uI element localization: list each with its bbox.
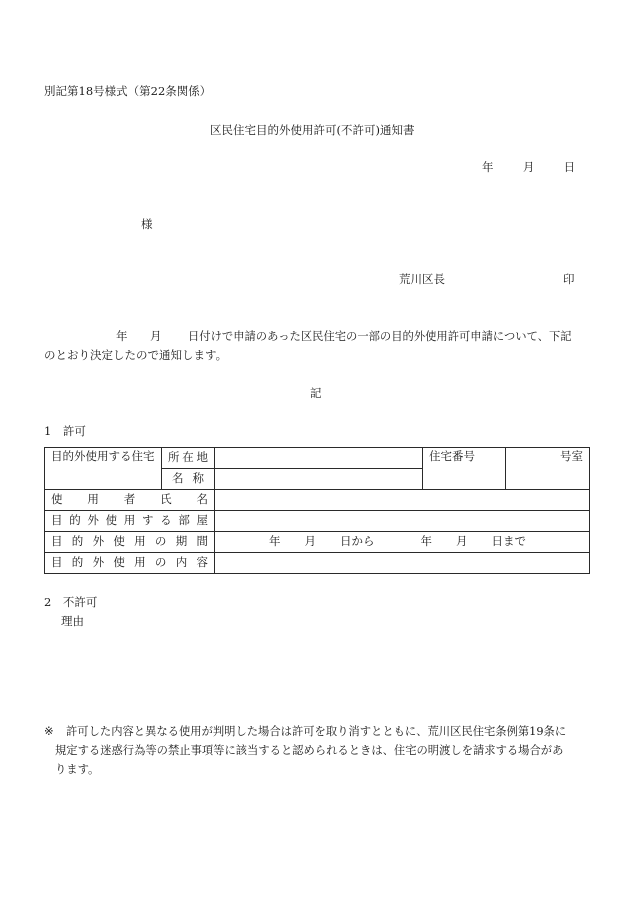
content-value-cell	[215, 553, 590, 574]
date-year: 年	[482, 160, 494, 174]
content-label-char: 内	[175, 555, 188, 570]
period-label-char: 期	[175, 534, 188, 549]
seal-mark: 印	[563, 272, 575, 286]
ki-heading: 記	[310, 386, 322, 400]
body-year: 年	[116, 329, 128, 343]
period-label-char: 的	[71, 534, 84, 549]
period-label-char: 間	[196, 534, 208, 549]
name-value-cell	[215, 469, 423, 490]
room-value-cell	[215, 511, 590, 532]
content-label-char: 用	[134, 555, 146, 570]
table-row	[45, 490, 590, 511]
content-label-char: 容	[196, 555, 208, 570]
period-from-year: 年	[269, 534, 281, 549]
period-from-month: 月	[304, 534, 316, 549]
location-value-cell	[215, 448, 423, 469]
room-label-char: 外	[87, 513, 99, 528]
recipient-suffix: 様	[141, 217, 153, 231]
table-row	[45, 553, 590, 574]
table-row	[45, 532, 590, 553]
content-label	[45, 553, 215, 574]
room-label-char: 屋	[196, 513, 208, 528]
user-label-char: 者	[123, 492, 136, 507]
content-label-char: の	[154, 555, 167, 570]
date-day: 日	[563, 160, 576, 174]
housing-label: 目的外使用する住宅	[45, 448, 162, 490]
content-label-char: 的	[71, 555, 84, 570]
period-label-char: 用	[134, 534, 146, 549]
room-suffix: 号室	[560, 449, 583, 463]
period-to-day: 日まで	[491, 534, 526, 549]
room-label	[45, 511, 215, 532]
content-label-char: 目	[51, 555, 63, 570]
room-label-char: 用	[123, 513, 136, 528]
room-label-char: す	[141, 513, 154, 528]
period-label-char: 外	[92, 534, 105, 549]
note-mark: ※	[44, 724, 54, 738]
table-row	[45, 511, 590, 532]
name-label-char: 名	[172, 471, 184, 486]
room-label-char: 使	[105, 513, 118, 528]
location-label-char: 在	[182, 450, 194, 465]
date-month: 月	[522, 160, 535, 174]
room-label-char: 的	[69, 513, 81, 528]
period-label	[45, 532, 215, 553]
room-label-char: 目	[51, 513, 63, 528]
permit-table	[44, 447, 590, 574]
name-label	[162, 469, 215, 490]
location-label-char: 所	[168, 450, 180, 465]
section-permit-label: 1 許可	[44, 424, 86, 438]
location-label	[162, 448, 215, 469]
note-line-1: 許可した内容と異なる使用が判明した場合は許可を取り消すとともに、荒川区民住宅条例第19条に	[66, 725, 567, 738]
body-month: 月	[150, 329, 162, 343]
period-to-month: 月	[456, 534, 468, 549]
user-label-char: 名	[196, 492, 208, 507]
issue-date	[482, 162, 575, 174]
room-label-char: る	[160, 513, 172, 528]
content-label-char: 使	[113, 555, 125, 570]
body-line-1: 日付けで申請のあった区民住宅の一部の目的外使用許可申請について、下記	[188, 330, 572, 343]
period-label-char: 目	[51, 534, 63, 549]
period-label-char: の	[154, 534, 167, 549]
content-label-char: 外	[92, 555, 105, 570]
document-title: 区民住宅目的外使用許可(不許可)通知書	[210, 123, 415, 137]
room-label-char: 部	[178, 513, 190, 528]
room-number-cell	[506, 448, 590, 490]
note-line-3: ります。	[55, 763, 100, 776]
section-deny-label: 2 不許可	[44, 595, 98, 609]
user-name-label	[45, 490, 215, 511]
issuer-name: 荒川区長	[399, 272, 445, 286]
user-name-value-cell	[215, 490, 590, 511]
period-value-cell	[215, 532, 590, 553]
table-row	[45, 448, 590, 469]
user-label-char: 氏	[160, 492, 172, 507]
location-label-char: 地	[196, 450, 208, 465]
form-number: 別記第18号様式（第22条関係）	[44, 84, 212, 98]
period-label-char: 使	[113, 534, 125, 549]
period-from-day: 日から	[340, 534, 375, 549]
reason-label: 理由	[61, 614, 84, 628]
housing-number-label: 住宅番号	[423, 448, 506, 490]
body-line-2: のとおり決定したので通知します。	[44, 348, 228, 362]
note-line-2: 規定する迷惑行為等の禁止事項等に該当すると認められるときは、住宅の明渡しを請求する場合があ	[55, 744, 564, 757]
user-label-char: 用	[87, 492, 99, 507]
user-label-char: 使	[51, 492, 63, 507]
name-label-char: 称	[192, 471, 204, 486]
period-to-year: 年	[420, 534, 432, 549]
